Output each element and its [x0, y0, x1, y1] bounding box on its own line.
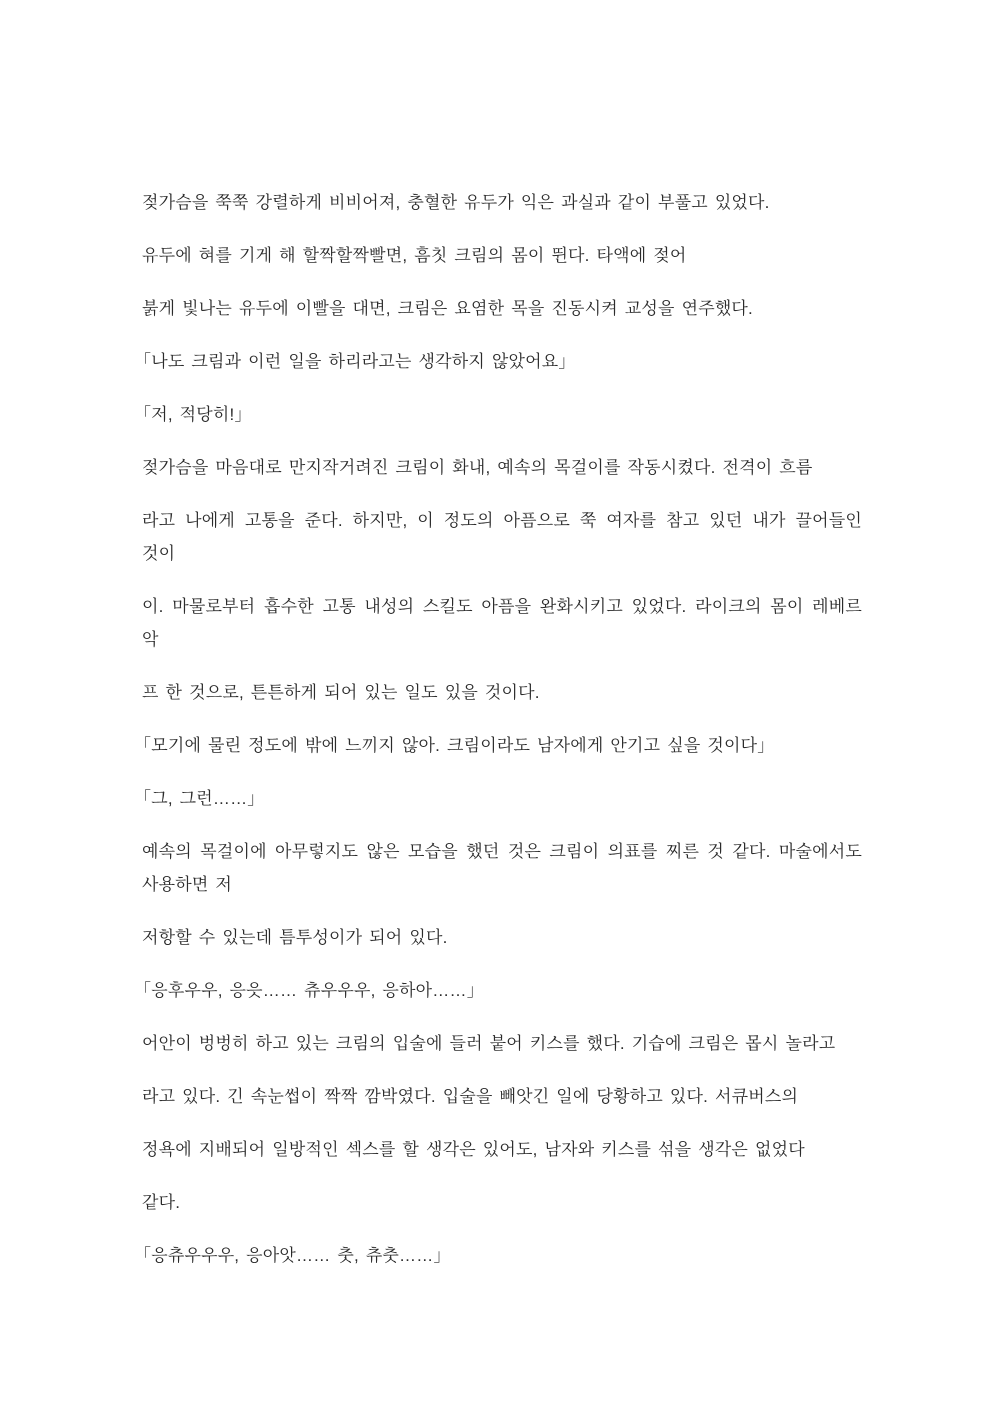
paragraph-line: 사용하면 저	[142, 875, 233, 894]
paragraph-dialogue	[134, 1239, 862, 1272]
paragraph	[134, 186, 862, 219]
paragraph-line: 이. 마물로부터 흡수한 고통 내성의 스킬도 아픔을 완화시키고 있었다. 라이크의 몸이 레베르	[142, 597, 862, 616]
paragraph-dialogue	[134, 398, 862, 431]
paragraph	[134, 1133, 862, 1166]
paragraph	[134, 1027, 862, 1060]
paragraph-dialogue	[134, 729, 862, 762]
paragraph-line: 어안이 벙벙히 하고 있는 크림의 입술에 들러 붙어 키스를 했다. 기습에 크림은 몹시 놀라고	[142, 1034, 836, 1053]
paragraph	[134, 292, 862, 325]
paragraph	[134, 921, 862, 954]
paragraph	[134, 451, 862, 484]
paragraph-line: 젖가슴을 마음대로 만지작거려진 크림이 화내, 예속의 목걸이를 작동시켰다. 전격이 흐름	[142, 458, 813, 477]
paragraph-line: 저항할 수 있는데 틈투성이가 되어 있다.	[142, 928, 448, 947]
paragraph-line: 것이	[142, 544, 176, 563]
paragraph-line: 라고 나에게 고통을 준다. 하지만, 이 정도의 아픔으로 쭉 여자를 참고 있던 내가 끌어들인	[142, 511, 862, 530]
paragraph	[134, 504, 862, 570]
paragraph	[134, 835, 862, 901]
paragraph-line: 라고 있다. 긴 속눈썹이 짝짝 깜박였다. 입술을 빼앗긴 일에 당황하고 있다. 서큐버스의	[142, 1087, 799, 1106]
paragraph-dialogue	[134, 782, 862, 815]
paragraph-line: 「응츄우우우, 응아앗…… 춧, 츄춧……」	[134, 1246, 451, 1265]
paragraph-line: 젖가슴을 쭉쭉 강렬하게 비비어져, 충혈한 유두가 익은 과실과 같이 부풀고 있었다.	[142, 193, 770, 212]
paragraph-line: 「그, 그런……」	[134, 789, 265, 808]
paragraph-line: 같다.	[142, 1193, 181, 1212]
paragraph-line: 「모기에 물린 정도에 밖에 느끼지 않아. 크림이라도 남자에게 안기고 싶을 것이다」	[134, 736, 775, 755]
paragraph-line: 프 한 것으로, 튼튼하게 되어 있는 일도 있을 것이다.	[142, 683, 540, 702]
paragraph	[134, 1080, 862, 1113]
paragraph-line: 유두에 혀를 기게 해 할짝할짝빨면, 흠칫 크림의 몸이 뛴다. 타액에 젖어	[142, 246, 687, 265]
paragraph-dialogue	[134, 345, 862, 378]
paragraph-line: 「응후우우, 응읏…… 츄우우우, 응하아……」	[134, 981, 484, 1000]
paragraph	[134, 676, 862, 709]
paragraph	[134, 590, 862, 656]
paragraph-dialogue	[134, 974, 862, 1007]
paragraph-line: 예속의 목걸이에 아무렇지도 않은 모습을 했던 것은 크림이 의표를 찌른 것 같다. 마술에서도	[142, 842, 862, 861]
paragraph-line: 정욕에 지배되어 일방적인 섹스를 할 생각은 있어도, 남자와 키스를 섞을 생각은 없었다	[142, 1140, 805, 1159]
paragraph-line: 붉게 빛나는 유두에 이빨을 대면, 크림은 요염한 목을 진동시켜 교성을 연주했다.	[142, 299, 753, 318]
paragraph	[134, 1186, 862, 1219]
paragraph	[134, 239, 862, 272]
paragraph-line: 악	[142, 630, 159, 649]
paragraph-line: 「저, 적당히!」	[134, 405, 252, 424]
paragraph-line: 「나도 크림과 이런 일을 하리라고는 생각하지 않았어요」	[134, 352, 576, 371]
